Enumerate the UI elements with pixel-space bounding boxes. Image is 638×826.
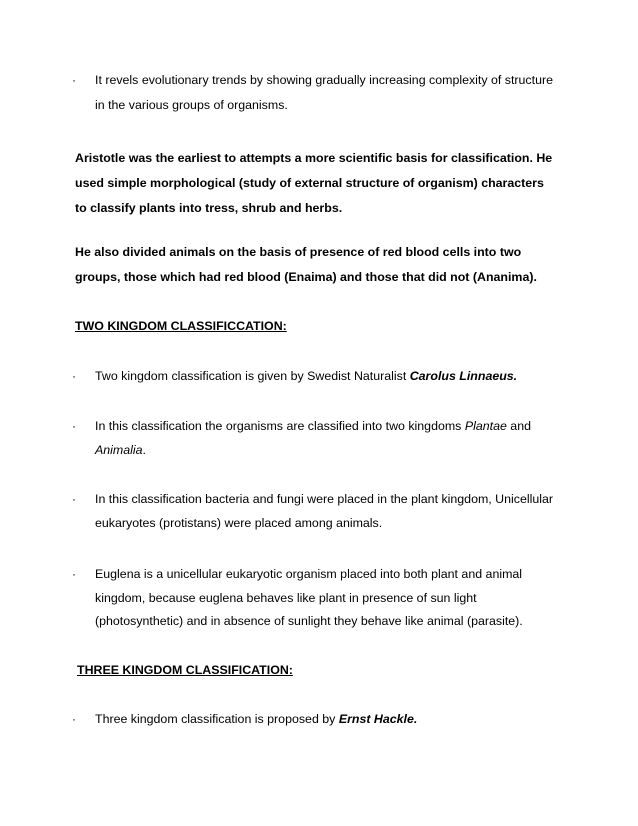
bullet-two-kingdoms-text: In this classification the organisms are classified into two kingdoms [95,419,465,433]
bullet-marker: · [72,419,76,433]
aristotle-paragraph-line-1: Aristotle was the earliest to attempts a more scientific basis for classification. He [75,151,553,165]
aristotle-paragraph-line-3: to classify plants into tress, shrub and herbs. [75,201,343,215]
bullet-euglena-line-2: kingdom, because euglena behaves like plant in presence of sun light [95,591,477,605]
bullet-evolution-line-2: in the various groups of organisms. [95,98,288,112]
bullet-euglena-line-1: Euglena is a unicellular eukaryotic organism placed into both plant and animal [95,567,523,581]
bullet-linnaeus [95,368,517,384]
bullet-two-kingdoms-period: . [142,443,146,457]
bullet-hackle [95,711,417,727]
animalia-term: Animalia [95,443,143,457]
heading-three-kingdom: THREE KINGDOM CLASSIFICATION: [77,663,293,677]
bullet-hackle-text: Three kingdom classification is proposed by [95,712,339,726]
bullet-linnaeus-text: Two kingdom classification is given by Swedist Naturalist [95,369,410,383]
bullet-bacteria-fungi-line-1: In this classification bacteria and fungi were placed in the plant kingdom, Unicellular [95,492,554,506]
bullet-marker: · [72,369,76,383]
bullet-bacteria-fungi-line-2: eukaryotes (protistans) were placed among animals. [95,516,383,530]
bullet-marker: · [72,492,76,506]
heading-two-kingdom: TWO KINGDOM CLASSIFICCATION: [75,319,287,333]
bullet-euglena-line-3: (photosynthetic) and in absence of sunlight they behave like animal (parasite). [95,614,523,628]
bullet-two-kingdoms-and: and [506,419,531,433]
linnaeus-name: Carolus Linnaeus. [409,369,518,383]
hackle-name: Ernst Hackle. [338,712,418,726]
animals-paragraph-line-1: He also divided animals on the basis of presence of red blood cells into two [75,245,522,259]
bullet-marker: · [72,567,76,581]
bullet-marker: · [72,73,76,87]
bullet-evolution-line-1: It revels evolutionary trends by showing gradually increasing complexity of structure [95,73,553,87]
plantae-term: Plantae [464,419,507,433]
bullet-marker: · [72,712,76,726]
animals-paragraph-line-2: groups, those which had red blood (Enaima) and those that did not (Ananima). [75,270,537,284]
bullet-two-kingdoms-line-2 [95,442,146,458]
aristotle-paragraph-line-2: used simple morphological (study of external structure of organism) characters [75,176,544,190]
bullet-two-kingdoms-line-1 [95,418,531,434]
